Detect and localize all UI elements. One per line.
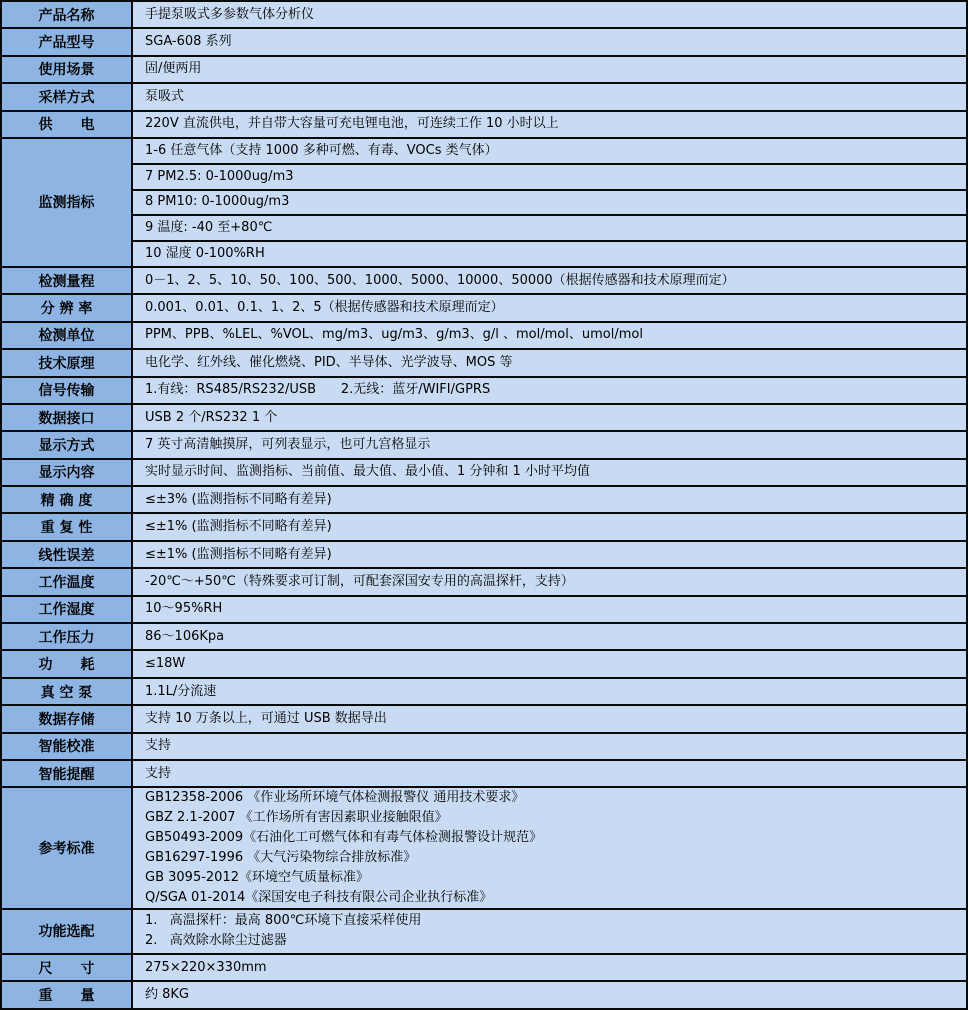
spec-value-cell: [133, 761, 966, 786]
spec-value-text: USB 2 个/RS232 1 个: [145, 409, 278, 425]
spec-label: 工作压力: [2, 624, 133, 649]
spec-value-cell: [133, 651, 966, 676]
spec-row: [2, 378, 966, 405]
spec-row: [2, 788, 966, 909]
spec-label: 信号传输: [2, 378, 133, 403]
spec-row: [2, 139, 966, 268]
spec-row: [2, 910, 966, 955]
spec-value-text: 0.001、0.01、0.1、1、2、5（根据传感器和技术原理而定）: [145, 300, 504, 316]
spec-row: [2, 734, 966, 761]
spec-value-column: [133, 139, 966, 266]
spec-value-text: GB50493-2009《石油化工可燃气体和有毒气体检测报警设计规范》: [145, 830, 543, 845]
spec-label: 检测单位: [2, 323, 133, 348]
spec-value-cell: [133, 165, 966, 191]
spec-value-column: [133, 761, 966, 786]
spec-label: 智能校准: [2, 734, 133, 759]
spec-label: 工作湿度: [2, 597, 133, 622]
spec-value-column: [133, 2, 966, 27]
spec-value-cell: [133, 57, 966, 82]
spec-label: 检测量程: [2, 268, 133, 293]
spec-value-column: [133, 268, 966, 293]
spec-value-cell: [133, 597, 966, 622]
spec-value-column: [133, 955, 966, 980]
spec-value-text: 电化学、红外线、催化燃烧、PID、半导体、光学波导、MOS 等: [145, 354, 513, 370]
spec-label: 精 确 度: [2, 487, 133, 512]
spec-value-column: [133, 323, 966, 348]
spec-row: [2, 295, 966, 322]
spec-row: [2, 679, 966, 706]
spec-label: 智能提醒: [2, 761, 133, 786]
spec-label: 显示方式: [2, 432, 133, 457]
spec-value-text: 275×220×330mm: [145, 959, 267, 975]
spec-value-text: ≤±1% (监测指标不同略有差异): [145, 519, 332, 535]
spec-label: 数据存储: [2, 706, 133, 731]
spec-label: 技术原理: [2, 350, 133, 375]
spec-row: [2, 569, 966, 596]
spec-value-column: [133, 487, 966, 512]
spec-value-text: -20℃～+50℃（特殊要求可订制，可配套深国安专用的高温探杆，支持）: [145, 573, 574, 589]
spec-value-column: [133, 432, 966, 457]
spec-value-cell: [133, 542, 966, 567]
spec-value-column: [133, 295, 966, 320]
spec-label: 采样方式: [2, 84, 133, 109]
spec-row: [2, 460, 966, 487]
spec-value-column: [133, 460, 966, 485]
spec-value-column: [133, 910, 966, 953]
spec-value-column: [133, 706, 966, 731]
spec-value-text: 10 湿度 0-100%RH: [145, 246, 265, 262]
spec-value-text: 1.1L/分流速: [145, 683, 217, 699]
spec-value-cell: [133, 432, 966, 457]
spec-label: 监测指标: [2, 139, 133, 266]
spec-label: 尺 寸: [2, 955, 133, 980]
spec-value-column: [133, 405, 966, 430]
spec-value-cell: [133, 679, 966, 704]
spec-value-column: [133, 982, 966, 1007]
spec-value-text: 1.有线：RS485/RS232/USB 2.无线：蓝牙/WIFI/GPRS: [145, 382, 491, 398]
spec-value-column: [133, 651, 966, 676]
spec-value-text: GB 3095-2012《环境空气质量标准》: [145, 870, 369, 885]
spec-value-text: PPM、PPB、%LEL、%VOL、mg/m3、ug/m3、g/m3、g/l 、mol/mol、umol/mol: [145, 327, 643, 343]
spec-value-column: [133, 378, 966, 403]
spec-row: [2, 350, 966, 377]
spec-value-cell: [133, 734, 966, 759]
spec-label: 使用场景: [2, 57, 133, 82]
spec-value-text: 支持: [145, 765, 172, 781]
spec-label: 产品型号: [2, 29, 133, 54]
spec-value-text: 7 英寸高清触摸屏，可列表显示，也可九宫格显示: [145, 437, 431, 452]
spec-value-column: [133, 514, 966, 539]
spec-value-cell: [133, 378, 966, 403]
spec-label: 工作温度: [2, 569, 133, 594]
spec-label: 真 空 泵: [2, 679, 133, 704]
spec-row: [2, 57, 966, 84]
spec-row: [2, 432, 966, 459]
spec-value-column: [133, 788, 966, 907]
spec-value-text: 8 PM10: 0-1000ug/m3: [145, 194, 290, 210]
spec-value-text: GBZ 2.1-2007 《工作场所有害因素职业接触限值》: [145, 810, 448, 825]
spec-value-column: [133, 112, 966, 137]
spec-row: [2, 706, 966, 733]
spec-value-cell: [133, 910, 966, 953]
spec-label: 显示内容: [2, 460, 133, 485]
spec-value-cell: [133, 350, 966, 375]
spec-row: [2, 761, 966, 788]
spec-row: [2, 268, 966, 295]
spec-value-cell: [133, 295, 966, 320]
spec-row: [2, 955, 966, 982]
spec-value-text: 实时显示时间、监测指标、当前值、最大值、最小值、1 分钟和 1 小时平均值: [145, 464, 590, 480]
spec-row: [2, 651, 966, 678]
spec-value-text: 86～106Kpa: [145, 628, 225, 644]
spec-value-column: [133, 734, 966, 759]
spec-value-text: 固/便两用: [145, 61, 202, 77]
spec-value-cell: [133, 139, 966, 165]
spec-value-text: Q/SGA 01-2014《深国安电子科技有限公司企业执行标准》: [145, 890, 493, 905]
spec-value-column: [133, 29, 966, 54]
spec-value-cell: [133, 514, 966, 539]
spec-value-text: 1-6 任意气体（支持 1000 多种可燃、有毒、VOCs 类气体）: [145, 142, 498, 158]
spec-row: [2, 84, 966, 111]
spec-value-text: SGA-608 系列: [145, 34, 232, 50]
spec-value-text: 9 温度: -40 至+80℃: [145, 220, 273, 236]
spec-value-column: [133, 350, 966, 375]
spec-value-text: 支持: [145, 738, 172, 754]
spec-row: [2, 2, 966, 29]
spec-value-cell: [133, 29, 966, 54]
spec-value-text: 2. 高效除水除尘过滤器: [145, 933, 287, 949]
spec-label: 重 复 性: [2, 514, 133, 539]
spec-value-text: 0－1、2、5、10、50、100、500、1000、5000、10000、50000（根据传感器和技术原理而定）: [145, 272, 735, 288]
spec-label: 功 耗: [2, 651, 133, 676]
spec-value-cell: [133, 84, 966, 109]
spec-label: 重 量: [2, 982, 133, 1007]
spec-row: [2, 323, 966, 350]
spec-value-text: 7 PM2.5: 0-1000ug/m3: [145, 168, 294, 184]
spec-value-column: [133, 597, 966, 622]
spec-label: 功能选配: [2, 910, 133, 953]
spec-label: 供 电: [2, 112, 133, 137]
spec-value-cell: [133, 569, 966, 594]
spec-value-cell: [133, 982, 966, 1007]
spec-row: [2, 542, 966, 569]
spec-row: [2, 112, 966, 139]
spec-value-text: 220V 直流供电，并自带大容量可充电锂电池，可连续工作 10 小时以上: [145, 116, 559, 132]
spec-row: [2, 405, 966, 432]
spec-value-text: ≤18W: [145, 656, 186, 672]
spec-value-cell: [133, 706, 966, 731]
spec-value-cell: [133, 268, 966, 293]
spec-row: [2, 29, 966, 56]
spec-label: 线性误差: [2, 542, 133, 567]
spec-value-text: 泵吸式: [145, 88, 185, 104]
spec-value-cell: [133, 112, 966, 137]
spec-value-cell: [133, 788, 966, 907]
spec-value-column: [133, 57, 966, 82]
spec-value-text: 1. 高温探杆：最高 800℃环境下直接采样使用: [145, 913, 422, 929]
spec-row: [2, 982, 966, 1007]
spec-value-column: [133, 569, 966, 594]
spec-value-text: GB12358-2006 《作业场所环境气体检测报警仪 通用技术要求》: [145, 790, 525, 805]
spec-value-column: [133, 542, 966, 567]
spec-value-cell: [133, 323, 966, 348]
spec-value-cell: [133, 216, 966, 242]
spec-label: 参考标准: [2, 788, 133, 907]
spec-row: [2, 624, 966, 651]
spec-value-cell: [133, 2, 966, 27]
spec-value-text: GB16297-1996 《大气污染物综合排放标准》: [145, 850, 417, 865]
spec-label: 产品名称: [2, 2, 133, 27]
spec-value-cell: [133, 405, 966, 430]
spec-value-cell: [133, 191, 966, 217]
spec-value-cell: [133, 624, 966, 649]
spec-value-cell: [133, 487, 966, 512]
spec-value-column: [133, 624, 966, 649]
spec-row: [2, 514, 966, 541]
spec-value-text: ≤±3% (监测指标不同略有差异): [145, 491, 332, 507]
spec-value-text: ≤±1% (监测指标不同略有差异): [145, 546, 332, 562]
spec-label: 数据接口: [2, 405, 133, 430]
spec-value-cell: [133, 955, 966, 980]
spec-value-text: 手提泵吸式多参数气体分析仪: [145, 6, 315, 22]
spec-value-cell: [133, 242, 966, 266]
spec-value-text: 支持 10 万条以上，可通过 USB 数据导出: [145, 710, 387, 726]
spec-value-text: 10～95%RH: [145, 601, 223, 617]
spec-value-text: 约 8KG: [145, 987, 190, 1003]
spec-row: [2, 487, 966, 514]
spec-row: [2, 597, 966, 624]
spec-value-column: [133, 679, 966, 704]
spec-label: 分 辨 率: [2, 295, 133, 320]
spec-value-column: [133, 84, 966, 109]
spec-value-cell: [133, 460, 966, 485]
